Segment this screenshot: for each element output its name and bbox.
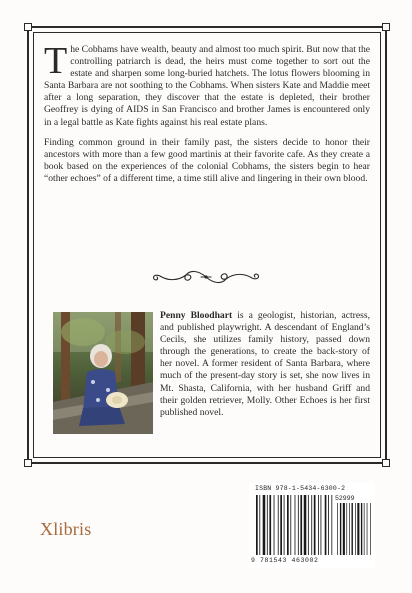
blurb-paragraph-1 — [44, 40, 370, 129]
flourish-ornament-icon — [146, 268, 266, 286]
blurb-paragraph-1-text: he Cobhams have wealth, beauty and almost too much spirit. But now that the controlling patriarch is dead, the heirs must come together to sort out the estate and sharpen some long-buried hatchets. The lotus flowers blooming in Santa Barbara are not soothing to the Cobhams. When sisters Kate and Maddie meet after a long separation, they discover that the estate is depleted, their brother Geoffrey is dying of AIDS in San Francisco and brother James is encountered only in a legal battle as Kate fights against his real estate plans. — [44, 44, 370, 128]
author-name: Penny Bloodhart — [160, 310, 233, 321]
author-bio — [160, 310, 370, 419]
author-photo — [53, 312, 153, 434]
barcode-icon — [255, 495, 373, 557]
book-blurb — [44, 40, 370, 193]
publisher-logo: Xlibris — [40, 519, 92, 539]
frame-corner-bottom-right — [382, 459, 390, 467]
barcode-number: 9 781543 463002 — [251, 557, 319, 564]
drop-cap-letter: T — [44, 40, 68, 82]
frame-corner-top-right — [382, 23, 390, 31]
price-code: 52999 — [335, 495, 355, 502]
blurb-paragraph-2: Finding common ground in their family past, the sisters decide to honor their ancestors with more than a few good martinis at their favorite cafe. As they create a book based on the experiences of the colonial Cobhams, the sisters begin to hear “other echoes” of a different time, a time still alive and lingering in their own blood. — [44, 136, 370, 184]
isbn-label: ISBN 978-1-5434-6300-2 — [255, 485, 346, 492]
isbn-barcode-block — [249, 483, 375, 568]
frame-corner-bottom-left — [24, 459, 32, 467]
frame-corner-top-left — [24, 23, 32, 31]
author-bio-text: is a geologist, historian, actress, and published playwright. A descendant of England’s Cecils, she utilizes family history, passed down through the generations, to create the back-story of her novel. A former resident of Santa Barbara, where much of the present-day story is set, she now lives in Mt. Shasta, California, with her husband Griff and their golden retriever, Molly. Other Echoes is her first published novel. — [160, 310, 370, 418]
